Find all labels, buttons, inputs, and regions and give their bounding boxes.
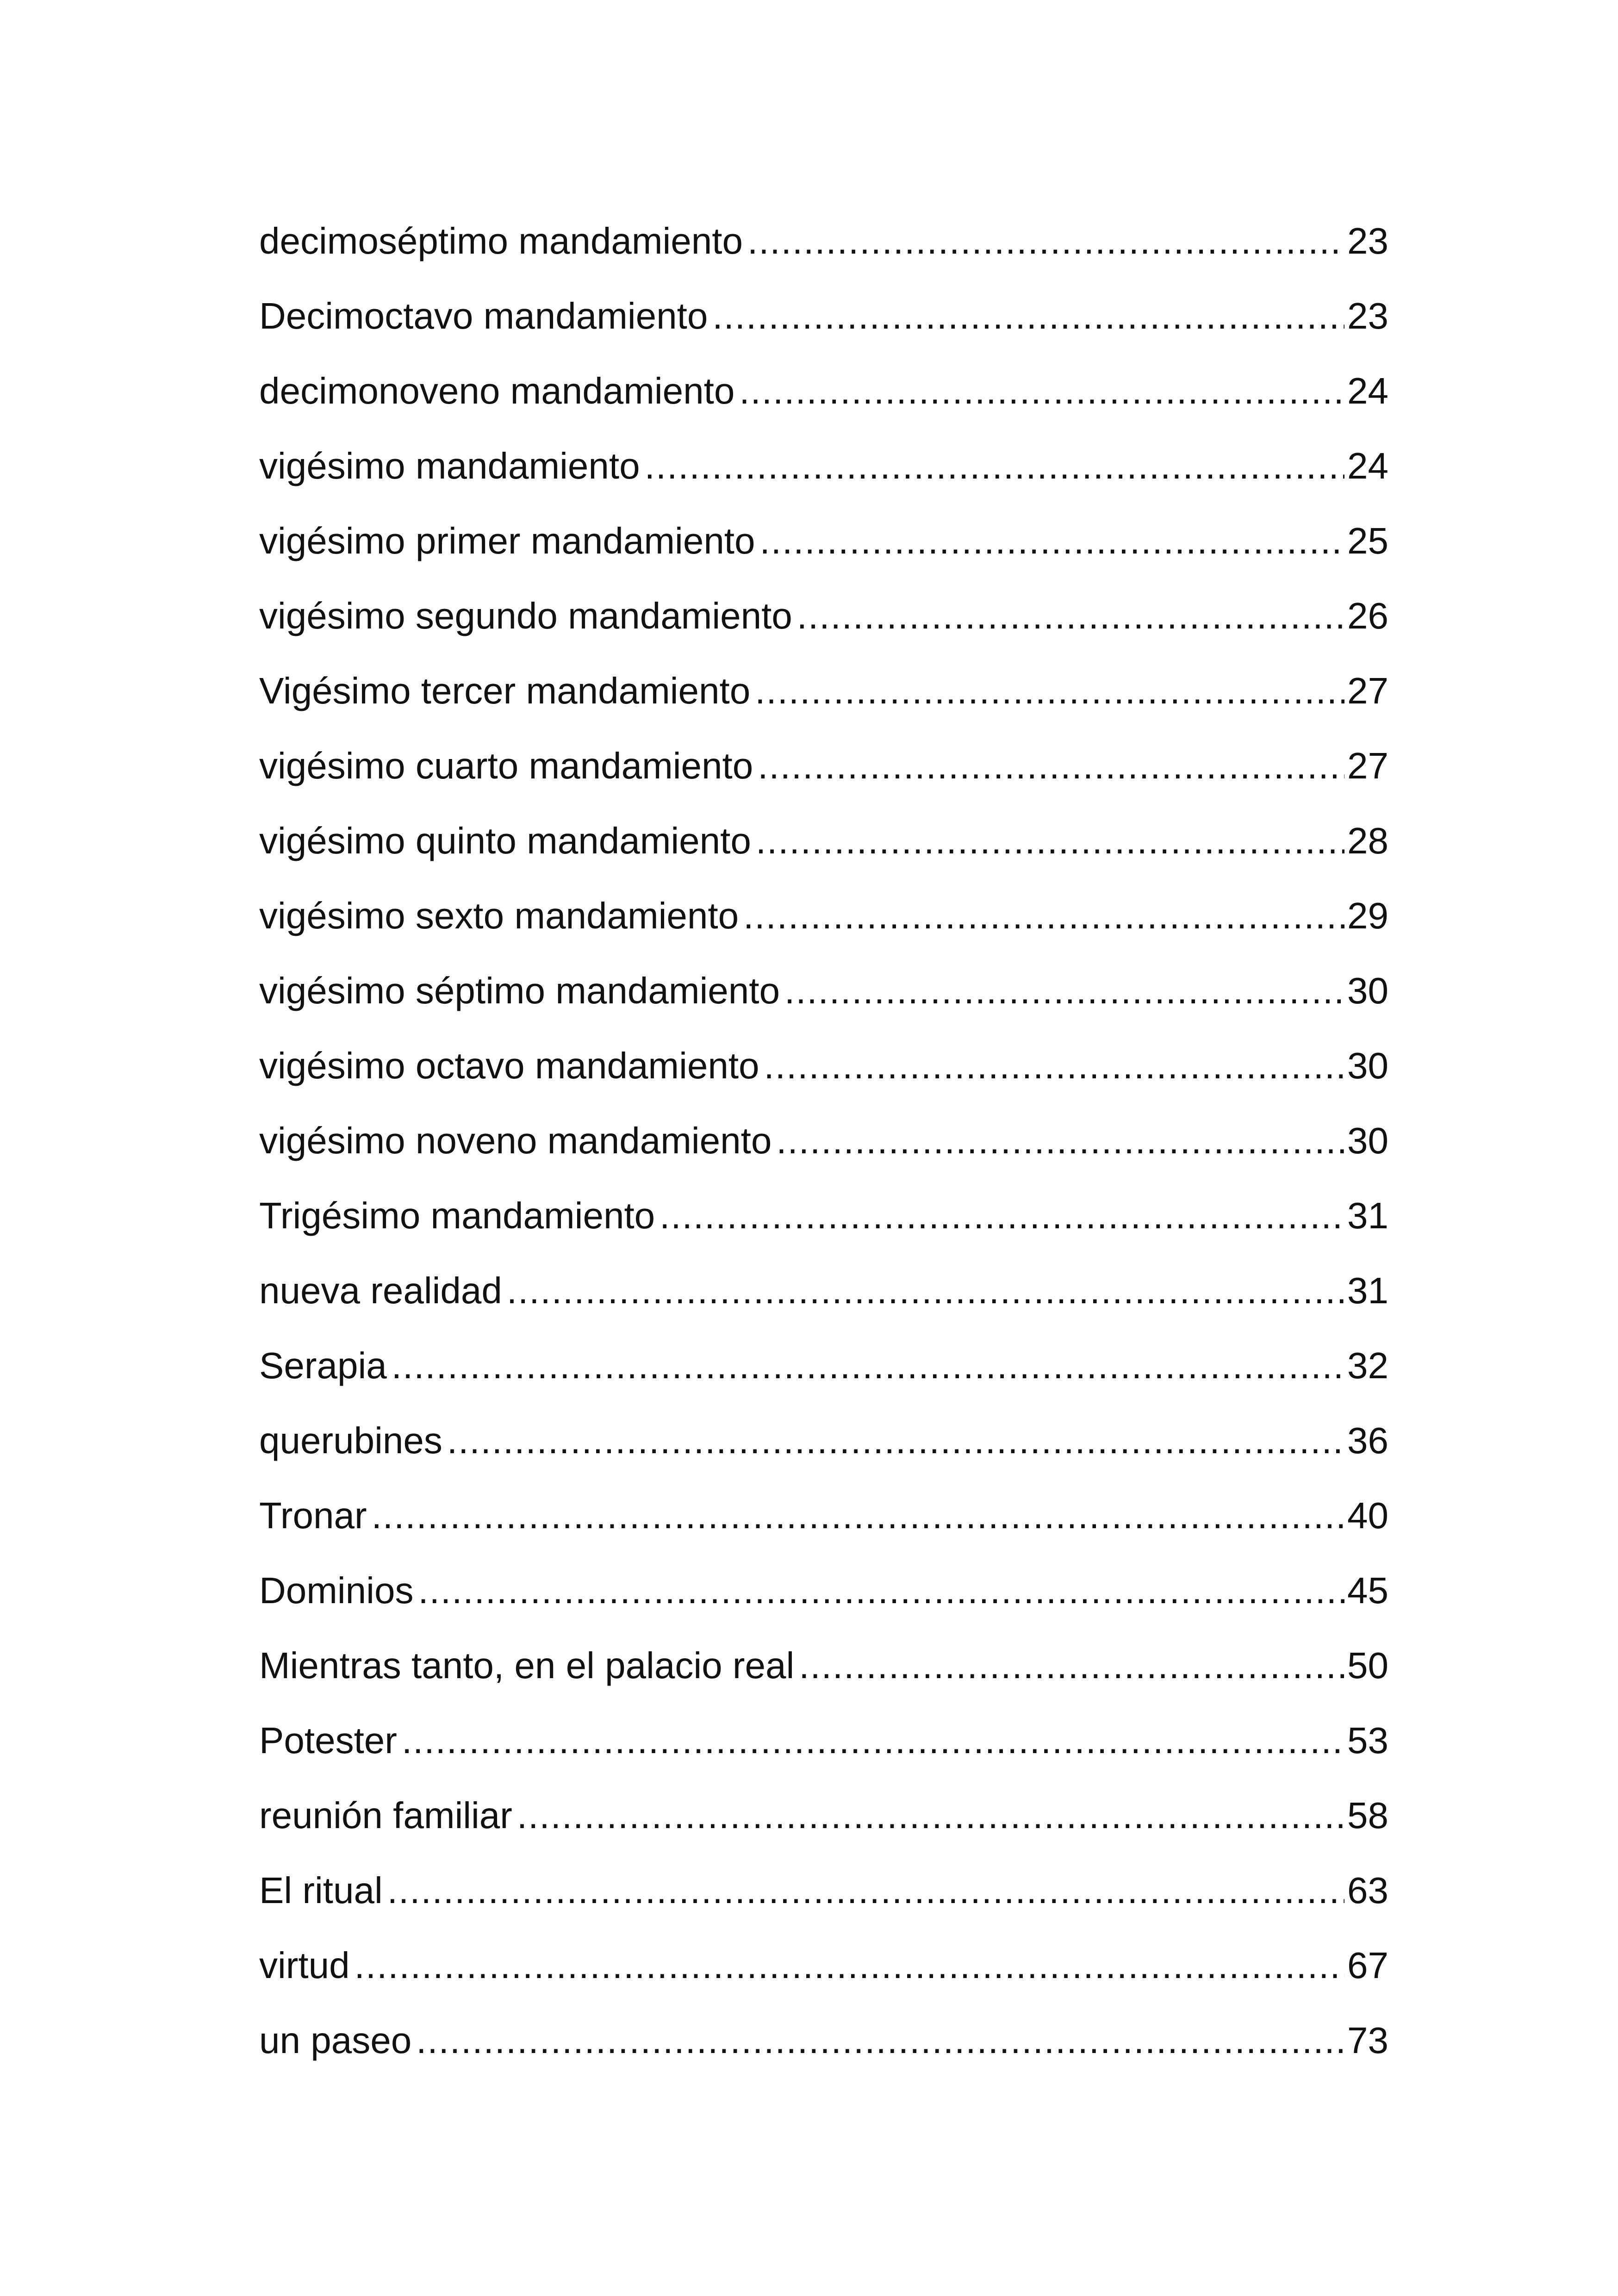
toc-dot-leader [739,354,1344,429]
toc-entry[interactable] [259,579,1388,653]
toc-dot-leader [416,2003,1344,2078]
toc-entry-title: vigésimo noveno mandamiento [259,1120,772,1161]
toc-entry[interactable] [259,2003,1388,2078]
toc-entry-title: decimonoveno mandamiento [259,370,735,411]
toc-dot-leader [447,1403,1344,1478]
toc-entry-page: 58 [1347,1795,1388,1836]
toc-dot-leader [784,953,1344,1028]
toc-entry-page: 73 [1347,2020,1388,2061]
toc-entry-title: reunión familiar [259,1795,512,1836]
toc-dot-leader [517,1778,1344,1853]
toc-entry-title: un paseo [259,2020,412,2061]
toc-entry-title: vigésimo primer mandamiento [259,520,755,561]
toc-entry-page: 23 [1347,295,1388,336]
toc-entry[interactable] [259,1703,1388,1778]
toc-entry-title: El ritual [259,1870,383,1911]
toc-dot-leader [760,504,1344,579]
toc-entry-title: vigésimo quinto mandamiento [259,820,751,861]
toc-entry-page: 24 [1347,445,1388,486]
toc-entry-page: 67 [1347,1945,1388,1986]
toc-entry[interactable] [259,1628,1388,1703]
toc-entry-page: 30 [1347,1045,1388,1086]
toc-entry[interactable] [259,204,1388,279]
toc-entry-page: 40 [1347,1495,1388,1536]
toc-entry[interactable] [259,1328,1388,1403]
toc-entry[interactable] [259,504,1388,579]
toc-dot-leader [747,204,1344,279]
toc-entry[interactable] [259,1778,1388,1853]
toc-entry-title: virtud [259,1945,350,1986]
toc-entry-page: 27 [1347,745,1388,786]
toc-entry-title: vigésimo cuarto mandamiento [259,745,753,786]
toc-entry-page: 25 [1347,520,1388,561]
toc-dot-leader [764,1028,1344,1103]
toc-dot-leader [799,1628,1344,1703]
toc-entry-page: 23 [1347,220,1388,261]
toc-entry-title: Tronar [259,1495,367,1536]
toc-dot-leader [660,1178,1344,1253]
toc-dot-leader [355,1928,1344,2003]
toc-dot-leader [758,728,1344,803]
toc-entry[interactable] [259,429,1388,504]
toc-dot-leader [392,1328,1344,1403]
toc-entry-title: vigésimo segundo mandamiento [259,595,792,636]
toc-entry-page: 30 [1347,1120,1388,1161]
toc-entry-title: nueva realidad [259,1270,502,1311]
toc-dot-leader [645,429,1344,504]
toc-entry-title: Dominios [259,1570,414,1611]
toc-entry-page: 31 [1347,1195,1388,1236]
toc-entry-title: vigésimo octavo mandamiento [259,1045,759,1086]
toc-entry-page: 28 [1347,820,1388,861]
toc-entry-title: Potester [259,1720,397,1761]
toc-entry[interactable] [259,1928,1388,2003]
toc-entry-page: 31 [1347,1270,1388,1311]
toc-entry[interactable] [259,1853,1388,1928]
toc-dot-leader [402,1703,1344,1778]
toc-entry-title: Vigésimo tercer mandamiento [259,670,751,711]
toc-entry-page: 36 [1347,1420,1388,1461]
toc-entry-page: 27 [1347,670,1388,711]
toc-entry-page: 30 [1347,970,1388,1011]
toc-entry[interactable] [259,1403,1388,1478]
toc-entry-title: Mientras tanto, en el palacio real [259,1645,795,1686]
toc-entry-page: 29 [1347,895,1388,936]
toc-entry-title: vigésimo mandamiento [259,445,640,486]
toc-dot-leader [372,1478,1344,1553]
table-of-contents [259,204,1388,2078]
toc-entry-page: 32 [1347,1345,1388,1386]
toc-entry[interactable] [259,354,1388,429]
toc-entry[interactable] [259,728,1388,803]
toc-entry-page: 45 [1347,1570,1388,1611]
toc-dot-leader [755,653,1344,728]
toc-entry-page: 24 [1347,370,1388,411]
toc-entry[interactable] [259,1178,1388,1253]
toc-dot-leader [418,1553,1344,1628]
toc-dot-leader [743,878,1344,953]
toc-dot-leader [712,279,1344,354]
toc-entry-title: Decimoctavo mandamiento [259,295,708,336]
toc-entry[interactable] [259,1478,1388,1553]
toc-entry[interactable] [259,953,1388,1028]
toc-entry[interactable] [259,653,1388,728]
toc-entry[interactable] [259,803,1388,878]
toc-entry[interactable] [259,279,1388,354]
toc-dot-leader [797,579,1344,653]
toc-entry-title: decimoséptimo mandamiento [259,220,743,261]
toc-dot-leader [507,1253,1344,1328]
toc-dot-leader [756,803,1344,878]
toc-entry-page: 50 [1347,1645,1388,1686]
toc-entry-title: Serapia [259,1345,387,1386]
toc-entry-title: vigésimo sexto mandamiento [259,895,739,936]
toc-entry-title: Trigésimo mandamiento [259,1195,655,1236]
toc-entry[interactable] [259,1553,1388,1628]
toc-dot-leader [776,1103,1344,1178]
toc-entry-title: querubines [259,1420,442,1461]
toc-entry[interactable] [259,1103,1388,1178]
toc-dot-leader [387,1853,1344,1928]
toc-entry[interactable] [259,1253,1388,1328]
toc-entry[interactable] [259,1028,1388,1103]
toc-entry-page: 53 [1347,1720,1388,1761]
toc-entry-page: 26 [1347,595,1388,636]
toc-entry-page: 63 [1347,1870,1388,1911]
toc-entry-title: vigésimo séptimo mandamiento [259,970,780,1011]
toc-entry[interactable] [259,878,1388,953]
